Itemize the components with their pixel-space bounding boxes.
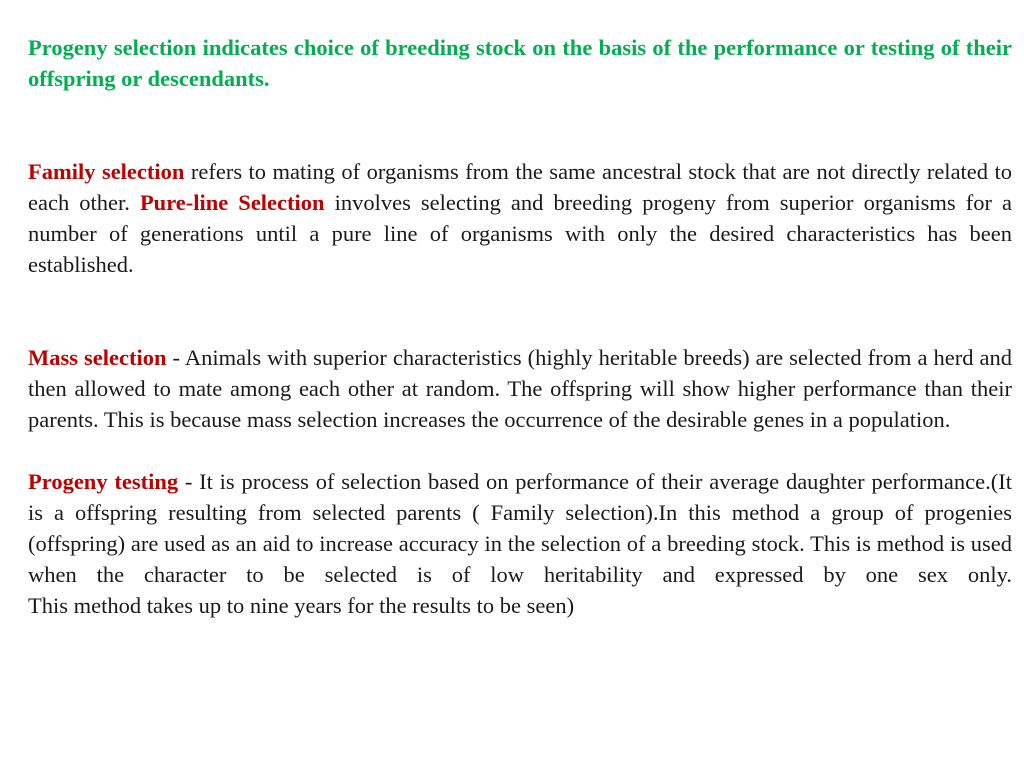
progeny-testing-body [28, 466, 1012, 590]
family-selection-paragraph [28, 156, 1012, 280]
family-selection-text: refers to mating of organisms from the same ancestral stock that are not directly related to each other. [28, 159, 1012, 215]
slide-content [28, 32, 1012, 621]
mass-selection-text: - Animals with superior characteristics (highly heritable breeds) are selected from a herd and then allowed to mate among each other at random. The offspring will show higher performance than their parents. This is because mass selection increases the occurrence of the desirable genes in a population. [28, 345, 1012, 432]
mass-selection-term: Mass selection [28, 345, 167, 370]
intro-paragraph [28, 32, 1012, 94]
progeny-testing-paragraph [28, 466, 1012, 621]
intro-text: Progeny selection indicates choice of breeding stock on the basis of the performance or testing of their offspring or descendants. [28, 35, 1012, 91]
family-selection-term: Family selection [28, 159, 185, 184]
progeny-testing-text: - It is process of selection based on performance of their average daughter performance.(It is a offspring resulting from selected parents ( Family selection).In this method a group of progenies (offspring) are used as an aid to increase accuracy in the selection of a breeding stock. This is method is used when the character to be selected is of low heritability and expressed by one sex only. [28, 469, 1012, 587]
progeny-testing-last-line: This method takes up to nine years for the results to be seen) [28, 593, 575, 618]
progeny-testing-term: Progeny testing [28, 469, 179, 494]
pure-line-selection-term: Pure-line Selection [139, 190, 325, 215]
pure-line-selection-text: involves selecting and breeding progeny from superior organisms for a number of generations until a pure line of organisms with only the desired characteristics has been established. [28, 190, 1012, 277]
mass-selection-paragraph [28, 342, 1012, 435]
